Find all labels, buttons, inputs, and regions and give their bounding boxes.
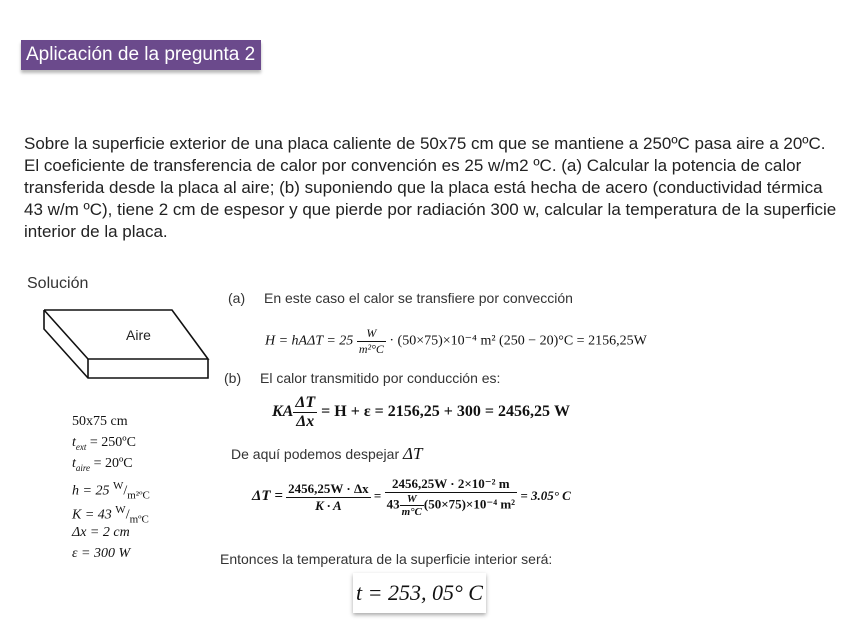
- given-epsilon-text: ε = 300 W: [72, 546, 131, 561]
- eq-b2-f2-num: 2456,25W · 2×10⁻² m: [385, 476, 518, 493]
- eq-a-unit-num: W: [357, 326, 386, 342]
- plate-side-edge: [44, 310, 208, 378]
- part-b-description: El calor transmitido por conducción es:: [260, 370, 501, 386]
- given-t-aire-val: = 20ºC: [93, 456, 133, 471]
- given-h: h = 25 $^W/_{m^2ºC}$: [72, 480, 150, 502]
- part-b-text: [224, 370, 500, 386]
- conclusion-text: Entonces la temperatura de la superficie interior será:: [220, 551, 553, 567]
- given-values: [72, 411, 150, 564]
- given-h-num: W: [112, 480, 124, 492]
- eq-b1-num: ΔT: [295, 394, 316, 411]
- despejar-symbol: ΔT: [403, 444, 423, 463]
- eq-b2-f2-den-rest: (50×75)×10⁻⁴ m²: [423, 496, 516, 512]
- given-t-aire-var: t: [72, 456, 76, 471]
- eq-b2-f2-den: [385, 493, 518, 518]
- eq-a-lhs: H = hAΔT = 25: [265, 333, 354, 349]
- part-a-description: En este caso el calor se transfiere por convección: [264, 290, 573, 306]
- eq-b1-fraction: [293, 394, 317, 431]
- part-a-text: [228, 290, 573, 306]
- given-t-ext-sub: ext: [75, 441, 87, 452]
- eq-a-rest: · (50×75)×10⁻⁴ m² (250 − 20)°C = 2156,25W: [389, 333, 647, 349]
- given-t-ext: [72, 432, 150, 453]
- eq-b2-equals: =: [373, 487, 382, 503]
- eq-a-unit-fraction: [357, 326, 386, 357]
- given-t-aire-sub: aire: [75, 462, 91, 473]
- given-h-den: m²ºC: [127, 489, 150, 502]
- eq-b2-fraction-1: [286, 481, 371, 514]
- given-dx-text: Δx = 2 cm: [72, 525, 130, 540]
- final-result-box: [353, 573, 486, 613]
- given-k: K = 43 $^W/_{mºC}$: [72, 504, 149, 526]
- eq-b2-f2-den-coef: 43: [386, 496, 400, 512]
- eq-b2-f1-num: 2456,25W · Δx: [288, 480, 369, 496]
- eq-b1-den: Δx: [296, 413, 315, 430]
- slide-title: Aplicación de la pregunta 2: [21, 40, 261, 70]
- eq-b1-ka: KA: [272, 403, 294, 421]
- eq-b1-rest: = H + ε = 2156,25 + 300 = 2456,25 W: [321, 403, 571, 421]
- eq-b2-result: = 3.05° C: [520, 487, 571, 503]
- eq-b2-f2-den-unit-den: m°C: [401, 506, 422, 518]
- equation-a: [265, 326, 647, 357]
- despejar-line: [231, 444, 422, 464]
- given-k-den: mºC: [129, 513, 149, 526]
- solution-heading: Solución: [27, 275, 89, 292]
- given-k-lhs: K = 43: [72, 507, 112, 523]
- eq-b2-f1-den: K · A: [315, 497, 342, 513]
- eq-b2-f2-den-unit-num: W: [400, 493, 424, 506]
- equation-b2: [252, 476, 571, 518]
- despejar-text: De aquí podemos despejar: [231, 446, 400, 462]
- given-dimensions-text: 50x75 cm: [72, 414, 128, 429]
- given-t-ext-var: t: [72, 435, 76, 450]
- problem-statement: Sobre la superficie exterior de una placa caliente de 50x75 cm que se mantiene a 250ºC pasa aire a 20ºC. El coeficiente de transferencia de calor por convención es 25 w/m2 ºC. (a) Calcular la potencia de calor transferida desde la placa al aire; (b) suponiendo que la placa está hecha de acero (conductividad térmica 43 w/m ºC), tiene 2 cm de espesor y que pierde por radiación 300 w, calcular la temperatura de la superficie interior de la placa.: [24, 134, 837, 241]
- part-b-label: (b): [224, 370, 242, 386]
- plate-outline: [40, 305, 212, 383]
- given-k-num: W: [115, 504, 126, 516]
- given-t-aire: [72, 453, 150, 474]
- eq-a-unit-den: m²°C: [358, 342, 384, 356]
- eq-b2-f2-den-unit: [400, 493, 424, 518]
- given-t-ext-val: = 250ºC: [89, 435, 136, 450]
- given-epsilon: [72, 543, 150, 564]
- eq-b2-lhs: ΔT =: [252, 487, 283, 504]
- equation-b1: [272, 394, 570, 431]
- eq-b2-fraction-2: [385, 476, 518, 518]
- given-dimensions: [72, 411, 150, 432]
- final-result: t = 253, 05° C: [356, 580, 483, 605]
- aire-label: Aire: [126, 327, 151, 343]
- part-a-label: (a): [228, 290, 246, 306]
- given-h-lhs: h = 25: [72, 483, 110, 499]
